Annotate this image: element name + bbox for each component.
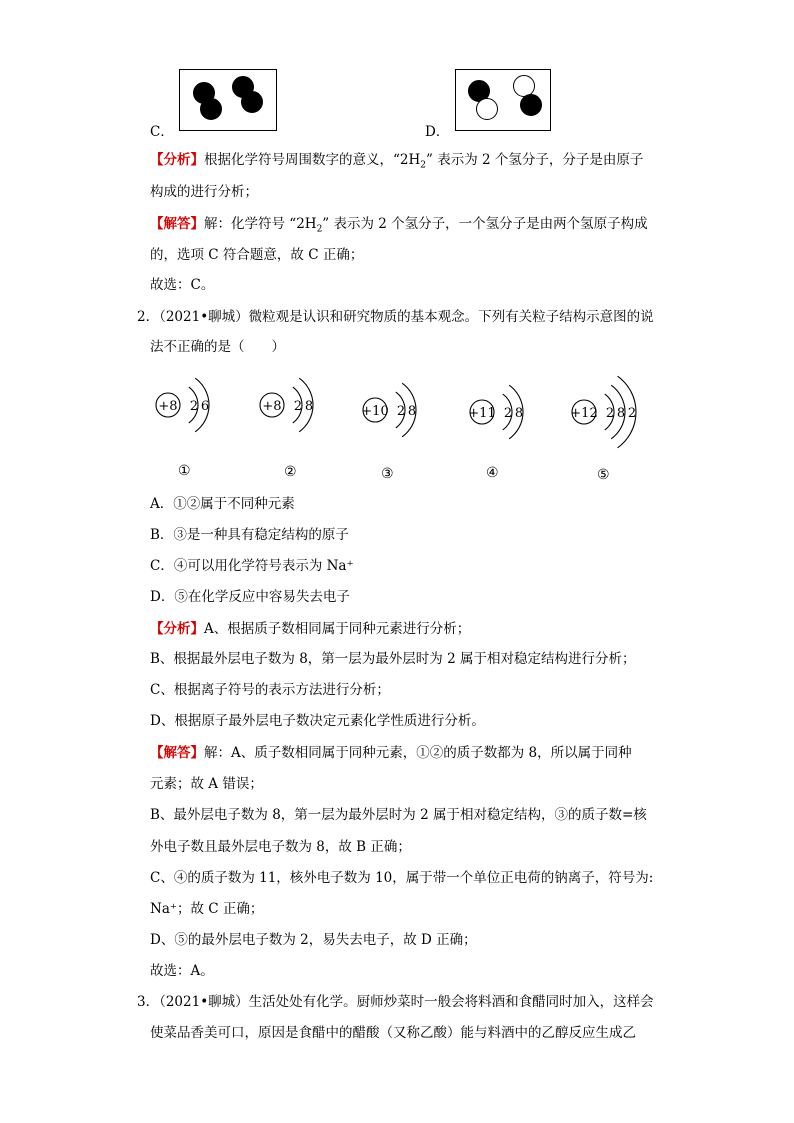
electron-count: 2 xyxy=(189,399,199,414)
electron-count: 2 xyxy=(503,406,513,421)
q1-analysis-line1: 【分析】根据化学符号周围数字的意义，“$2H_2$” 表示为 2 个氢分子，分子是由原子 xyxy=(150,152,644,171)
q1-choice: 故选：C。 xyxy=(150,277,215,293)
diagram-label: ③ xyxy=(381,466,394,482)
electron-count: 2 xyxy=(396,404,406,419)
q2-analysis-line3: C、根据离子符号的表示方法进行分析； xyxy=(150,682,390,698)
electron-count: 8 xyxy=(514,406,524,421)
diagram-label: ② xyxy=(284,464,297,480)
q3-stem-line1: 3．（2021•聊城）生活处处有化学。厨师炒菜时一般会将料酒和食醋同时加入，这样会 xyxy=(137,994,654,1010)
nucleus-charge: +8 xyxy=(262,399,282,414)
option-c-label: C． xyxy=(150,124,174,140)
q1-analysis-line2: 构成的进行分析； xyxy=(150,184,258,200)
answer-tag: 【解答】 xyxy=(150,216,204,232)
q2-answer-line6: Na⁺；故 C 正确； xyxy=(150,901,264,917)
q2-stem-line2: 法不正确的是（ ） xyxy=(150,339,285,355)
option-d-image xyxy=(455,69,551,131)
option-c-image xyxy=(179,69,277,131)
q2-answer-line3: B、最外层电子数为 8，第一层为最外层时为 2 属于相对稳定结构，③的质子数=核 xyxy=(150,807,647,823)
option-d-label: D． xyxy=(425,124,450,140)
filled-atom xyxy=(241,91,263,113)
q2-analysis-line1: 【分析】A、根据质子数相同属于同种元素进行分析； xyxy=(150,621,471,637)
q2-choice: 故选：A。 xyxy=(150,963,214,979)
q1-answer-line1: 【解答】解：化学符号 “$2H_2$” 表示为 2 个氢分子，一个氢分子是由两个氢原子构成 xyxy=(150,216,648,235)
nucleus-charge: +10 xyxy=(361,404,389,419)
q2-option-b: B．③是一种具有稳定结构的原子 xyxy=(150,527,349,543)
empty-atom xyxy=(476,98,498,120)
electron-count: 2 xyxy=(605,406,615,421)
diagram-label: ④ xyxy=(486,465,499,481)
diagram-label: ① xyxy=(178,463,191,479)
q2-analysis-line2: B、根据最外层电子数为 8，第一层为最外层时为 2 属于相对稳定结构进行分析； xyxy=(150,651,636,667)
electron-count: 8 xyxy=(304,399,314,414)
q2-answer-line5: C、④的质子数为 11，核外电子数为 10，属于带一个单位正电荷的钠离子，符号为: xyxy=(150,870,654,886)
q2-answer-line1: 【解答】解：A、质子数相同属于同种元素，①②的质子数都为 8，所以属于同种 xyxy=(150,745,632,761)
q2-answer-line2: 元素；故 A 错误； xyxy=(150,776,263,792)
answer-tag: 【解答】 xyxy=(150,745,204,761)
q2-analysis-line4: D、根据原子最外层电子数决定元素化学性质进行分析。 xyxy=(150,713,485,729)
electron-count: 2 xyxy=(293,399,303,414)
q2-stem-line1: 2．（2021•聊城）微粒观是认识和研究物质的基本观念。下列有关粒子结构示意图的说 xyxy=(137,309,654,325)
electron-count: 2 xyxy=(627,406,637,421)
q2-option-d: D．⑤在化学反应中容易失去电子 xyxy=(150,589,350,605)
analysis-tag: 【分析】 xyxy=(150,152,204,168)
electron-count: 8 xyxy=(616,406,626,421)
filled-atom xyxy=(520,94,542,116)
q2-answer-line7: D、⑤的最外层电子数为 2，易失去电子，故 D 正确； xyxy=(150,932,477,948)
nucleus-charge: +11 xyxy=(468,406,496,421)
q1-answer-line2: 的，选项 C 符合题意，故 C 正确； xyxy=(150,247,364,263)
q2-option-c: C．④可以用化学符号表示为 Na⁺ xyxy=(150,558,354,574)
q2-option-a: A．①②属于不同种元素 xyxy=(150,496,295,512)
diagram-label: ⑤ xyxy=(597,467,610,483)
analysis-tag: 【分析】 xyxy=(150,621,204,637)
filled-atom xyxy=(200,98,222,120)
q2-answer-line4: 外电子数且最外层电子数为 8，故 B 正确； xyxy=(150,839,411,855)
electron-count: 8 xyxy=(407,404,417,419)
nucleus-charge: +8 xyxy=(158,399,178,414)
electron-count: 6 xyxy=(200,399,210,414)
q3-stem-line2: 使菜品香美可口，原因是食醋中的醋酸（又称乙酸）能与料酒中的乙醇反应生成乙 xyxy=(150,1025,636,1041)
nucleus-charge: +12 xyxy=(570,406,598,421)
